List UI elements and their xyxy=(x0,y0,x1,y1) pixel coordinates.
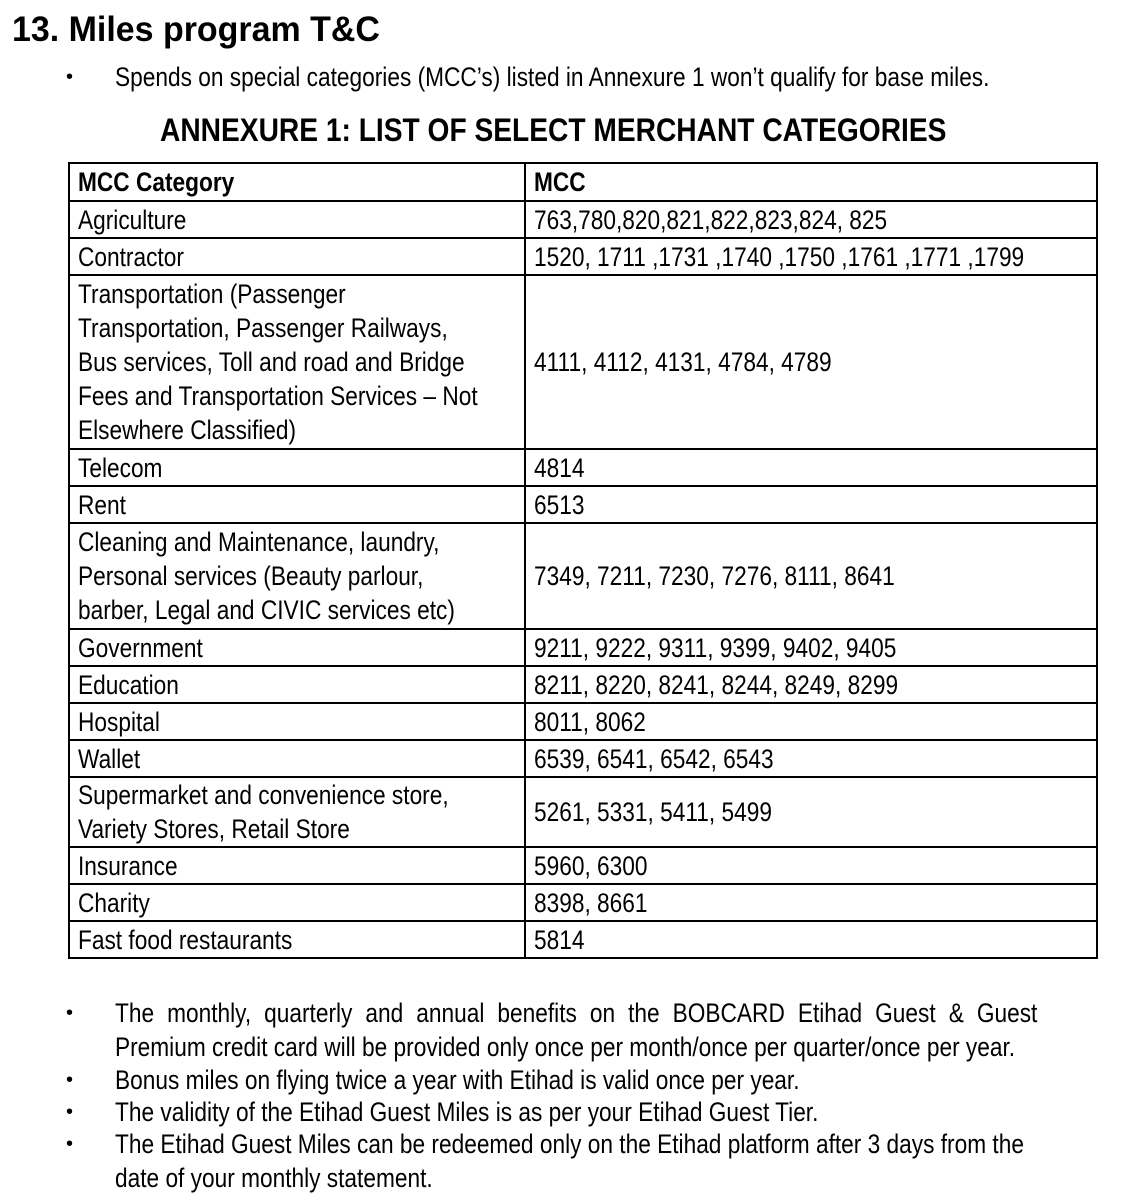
category-line: Elsewhere Classified) xyxy=(78,415,297,445)
table-row xyxy=(69,847,1097,884)
mcc-codes-cell xyxy=(525,884,1097,921)
bullet-line: The monthly, quarterly and annual benefits on the BOBCARD Etihad Guest & Guest xyxy=(115,998,1038,1028)
category-line: Government xyxy=(78,632,203,663)
mcc-codes-cell xyxy=(525,486,1097,523)
category-cell xyxy=(69,884,525,921)
category-line: Cleaning and Maintenance, laundry, xyxy=(78,527,440,557)
category-line: Hospital xyxy=(78,706,160,737)
intro-bullet-text: Spends on special categories (MCC’s) listed in Annexure 1 won’t qualify for base miles. xyxy=(115,62,990,92)
bullet-line: Premium credit card will be provided only once per month/once per quarter/once per year. xyxy=(115,1032,1016,1062)
table-row xyxy=(69,777,1097,847)
category-cell xyxy=(69,703,525,740)
mcc-codes-cell xyxy=(525,847,1097,884)
mcc-codes-cell xyxy=(525,666,1097,703)
category-cell xyxy=(69,921,525,958)
category-cell xyxy=(69,847,525,884)
bullet-line: date of your monthly statement. xyxy=(115,1163,433,1193)
mcc-codes: 763,780,820,821,822,823,824, 825 xyxy=(534,204,888,235)
bullet-text xyxy=(115,996,1037,1064)
header-cell-mcc: MCC xyxy=(525,163,1097,201)
section-title: 13. Miles program T&C xyxy=(12,10,380,49)
mcc-codes-cell xyxy=(525,449,1097,486)
mcc-codes-cell xyxy=(525,238,1097,275)
category-line: Agriculture xyxy=(78,204,187,235)
mcc-codes-cell xyxy=(525,740,1097,777)
table-row xyxy=(69,486,1097,523)
mcc-codes: 1520, 1711 ,1731 ,1740 ,1750 ,1761 ,1771 ,1799 xyxy=(534,241,1025,272)
mcc-codes-cell xyxy=(525,201,1097,238)
category-line: Fees and Transportation Services – Not xyxy=(78,381,478,411)
bullet-marker: • xyxy=(66,66,74,88)
bullet-marker: • xyxy=(66,1133,74,1155)
category-line: Fast food restaurants xyxy=(78,924,293,955)
category-line: Rent xyxy=(78,489,126,520)
mcc-codes: 8011, 8062 xyxy=(534,706,646,737)
mcc-codes: 9211, 9222, 9311, 9399, 9402, 9405 xyxy=(534,632,897,663)
mcc-codes-cell xyxy=(525,275,1097,449)
mcc-codes-cell xyxy=(525,523,1097,629)
category-cell xyxy=(69,201,525,238)
annexure-title: ANNEXURE 1: LIST OF SELECT MERCHANT CATEGORIES xyxy=(160,112,947,148)
category-cell xyxy=(69,486,525,523)
bullet-marker: • xyxy=(66,1069,74,1091)
category-line: Telecom xyxy=(78,452,163,483)
category-cell xyxy=(69,238,525,275)
category-cell xyxy=(69,629,525,666)
mcc-codes: 5960, 6300 xyxy=(534,850,648,881)
bullet-text xyxy=(115,1127,1024,1195)
bullet-marker: • xyxy=(66,1002,74,1024)
table-row xyxy=(69,449,1097,486)
bullet-text xyxy=(115,1063,800,1097)
category-line: Bus services, Toll and road and Bridge xyxy=(78,347,465,377)
category-line: Wallet xyxy=(78,743,141,774)
bullet-line: The validity of the Etihad Guest Miles is as per your Etihad Guest Tier. xyxy=(115,1097,819,1127)
bullet-text xyxy=(115,1095,818,1129)
bullet-marker: • xyxy=(66,1101,74,1123)
header-cell-category: MCC Category xyxy=(69,163,525,201)
category-line: Supermarket and convenience store, xyxy=(78,780,449,810)
category-line: Education xyxy=(78,669,179,700)
mcc-codes: 4814 xyxy=(534,452,585,483)
mcc-codes: 6513 xyxy=(534,489,585,520)
table-row xyxy=(69,275,1097,449)
mcc-codes: 4111, 4112, 4131, 4784, 4789 xyxy=(534,347,832,377)
mcc-codes-cell xyxy=(525,629,1097,666)
table-header-row xyxy=(69,163,1097,201)
table-row xyxy=(69,666,1097,703)
category-cell xyxy=(69,777,525,847)
category-line: Personal services (Beauty parlour, xyxy=(78,561,424,591)
category-line: barber, Legal and CIVIC services etc) xyxy=(78,595,455,625)
category-cell xyxy=(69,666,525,703)
table-row xyxy=(69,629,1097,666)
mcc-codes-cell xyxy=(525,921,1097,958)
bullet-line: Bonus miles on flying twice a year with Etihad is valid once per year. xyxy=(115,1065,800,1095)
table-row xyxy=(69,884,1097,921)
bullet-line: The Etihad Guest Miles can be redeemed only on the Etihad platform after 3 days from the xyxy=(115,1129,1024,1159)
category-line: Insurance xyxy=(78,850,178,881)
category-cell xyxy=(69,275,525,449)
category-line: Transportation, Passenger Railways, xyxy=(78,313,448,343)
table-row xyxy=(69,523,1097,629)
category-cell xyxy=(69,523,525,629)
table-row xyxy=(69,238,1097,275)
category-cell xyxy=(69,740,525,777)
mcc-codes-cell xyxy=(525,777,1097,847)
category-line: Transportation (Passenger xyxy=(78,279,346,309)
mcc-codes: 7349, 7211, 7230, 7276, 8111, 8641 xyxy=(534,561,895,591)
table-row xyxy=(69,201,1097,238)
mcc-codes: 5261, 5331, 5411, 5499 xyxy=(534,797,772,827)
mcc-codes: 5814 xyxy=(534,924,585,955)
table-row xyxy=(69,921,1097,958)
mcc-codes: 6539, 6541, 6542, 6543 xyxy=(534,743,774,774)
mcc-codes: 8211, 8220, 8241, 8244, 8249, 8299 xyxy=(534,669,899,700)
category-line: Charity xyxy=(78,887,150,918)
category-line: Variety Stores, Retail Store xyxy=(78,814,350,844)
category-line: Contractor xyxy=(78,241,184,272)
table-row xyxy=(69,740,1097,777)
mcc-codes-cell xyxy=(525,703,1097,740)
mcc-codes: 8398, 8661 xyxy=(534,887,648,918)
table-row xyxy=(69,703,1097,740)
mcc-table xyxy=(68,162,1098,959)
category-cell xyxy=(69,449,525,486)
